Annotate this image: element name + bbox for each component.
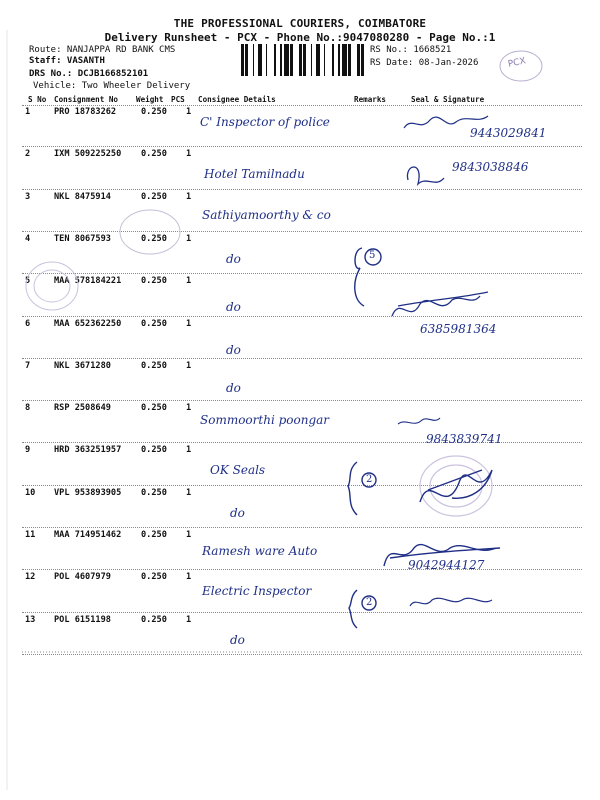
col-seal: Seal & Signature (411, 95, 485, 104)
row-weight: 0.250 (141, 403, 167, 414)
row-consignment: VPL 953893905 (54, 487, 122, 498)
row-sno: 8 (25, 403, 31, 414)
row-pcs: 1 (186, 276, 192, 287)
row-sno: 11 (25, 530, 36, 540)
remark-brace-3 (349, 590, 376, 628)
consignee-handwriting: C' Inspector of police (200, 115, 330, 129)
signature-row-2 (407, 167, 444, 184)
barcode-image (241, 44, 366, 76)
signature-phone: 9443029841 (470, 126, 547, 140)
rs-number: RS No.: 1668521 (370, 45, 452, 55)
remark-mark: 2 (366, 597, 373, 608)
row-consignment: MAA 714951462 (54, 530, 122, 540)
row-divider (22, 569, 582, 570)
row-sno: 2 (25, 149, 31, 160)
row-pcs: 1 (186, 487, 192, 498)
col-remarks: Remarks (354, 95, 387, 104)
row-weight: 0.250 (141, 487, 167, 498)
row-sno: 6 (25, 318, 31, 329)
remark-brace-2 (348, 462, 376, 515)
consignee-handwriting: Electric Inspector (202, 584, 312, 599)
row-divider (22, 273, 582, 274)
row-pcs: 1 (186, 149, 192, 160)
signature-row-9 (420, 470, 492, 502)
row-pcs: 1 (186, 530, 192, 540)
consignee-handwriting: do (230, 505, 245, 520)
signature-row-12 (410, 598, 492, 606)
row-weight: 0.250 (141, 107, 167, 117)
col-pcs: PCS (171, 95, 185, 104)
row-divider (22, 231, 582, 232)
signature-phone: 9843839741 (426, 432, 503, 446)
row-pcs: 1 (186, 572, 192, 583)
row-sno: 7 (25, 360, 31, 371)
consignee-handwriting: Sommoorthi poongar (200, 413, 330, 428)
consignee-handwriting: do (226, 342, 241, 357)
runsheet-title: Delivery Runsheet - PCX - Phone No.:9047080280 - Page No.:1 (104, 31, 496, 44)
row-pcs: 1 (186, 107, 192, 117)
remark-mark: 2 (366, 474, 373, 485)
row-pcs: 1 (186, 360, 192, 371)
row-weight: 0.250 (141, 360, 167, 371)
row-weight: 0.250 (141, 530, 167, 540)
remark-brace-1 (355, 248, 381, 306)
col-weight: Weight (136, 95, 164, 104)
row-divider (22, 485, 582, 486)
signature-phone: 9843038846 (452, 160, 529, 174)
row-sno: 3 (25, 191, 31, 202)
consignee-handwriting: do (226, 251, 241, 266)
row-pcs: 1 (186, 233, 192, 244)
signature-row-6 (392, 292, 488, 316)
row-consignment: IXM 509225250 (54, 149, 122, 160)
vehicle-label: Vehicle: Two Wheeler Delivery (33, 81, 191, 91)
header-rule (22, 105, 582, 106)
row-consignment: NKL 8475914 (54, 191, 111, 202)
row-divider (22, 358, 582, 359)
consignee-handwriting: do (226, 380, 241, 395)
row-consignment: PRO 18783262 (54, 107, 117, 117)
consignee-handwriting: do (230, 632, 245, 647)
row-pcs: 1 (186, 191, 192, 202)
row-divider (22, 316, 582, 317)
consignee-handwriting: do (226, 300, 241, 315)
row-weight: 0.250 (141, 572, 167, 583)
row-weight: 0.250 (141, 191, 167, 202)
row-consignment: TEN 8067593 (54, 233, 111, 244)
row-consignment: NKL 3671280 (54, 360, 111, 371)
row-weight: 0.250 (141, 149, 167, 160)
row-divider (22, 400, 582, 401)
row-divider (22, 189, 582, 190)
row-consignment: MAA 652362250 (54, 318, 122, 329)
row-consignment: MAA 578184221 (54, 276, 122, 287)
row-consignment: POL 6151198 (54, 614, 111, 625)
consignee-handwriting: Sathiyamoorthy & co (202, 207, 331, 222)
row-sno: 12 (25, 572, 36, 583)
row-weight: 0.250 (141, 614, 167, 625)
row-divider (22, 612, 582, 613)
signature-row-8 (398, 418, 440, 424)
consignee-handwriting: Hotel Tamilnadu (204, 167, 305, 182)
row-pcs: 1 (186, 318, 192, 329)
col-sno: S No (28, 95, 47, 104)
signature-phone: 9042944127 (408, 558, 485, 572)
staff-label: Staff: VASANTH (29, 56, 105, 66)
consignee-handwriting: OK Seals (210, 463, 266, 478)
col-consignment: Consignment No (54, 95, 119, 104)
row-sno: 9 (25, 445, 31, 456)
faded-stamp-right (420, 456, 492, 516)
route-label: Route: NANJAPPA RD BANK CMS (29, 45, 176, 55)
row-pcs: 1 (186, 614, 192, 625)
row-weight: 0.250 (141, 233, 167, 244)
row-weight: 0.250 (141, 276, 167, 287)
row-pcs: 1 (186, 403, 192, 414)
company-title: THE PROFESSIONAL COURIERS, COIMBATORE (173, 17, 427, 30)
row-sno: 10 (25, 487, 36, 498)
row-weight: 0.250 (141, 445, 167, 456)
row-consignment: POL 4607979 (54, 572, 111, 583)
row-divider (22, 146, 582, 147)
signature-phone: 6385981364 (420, 322, 497, 336)
row-consignment: RSP 2508649 (54, 403, 111, 414)
row-consignment: HRD 363251957 (54, 445, 122, 456)
drs-number: DRS No.: DCJB166852101 (29, 69, 149, 79)
row-sno: 1 (25, 107, 31, 117)
remark-mark: 5 (369, 250, 376, 261)
pcx-stamp-text: PCX (507, 56, 527, 70)
row-weight: 0.250 (141, 318, 167, 329)
row-divider (22, 654, 582, 655)
faded-stamp-middle (120, 210, 180, 254)
row-sno: 4 (25, 233, 31, 244)
row-sno: 5 (25, 276, 31, 287)
col-consignee: Consignee Details (198, 95, 276, 104)
consignee-handwriting: Ramesh ware Auto (202, 544, 318, 558)
row-pcs: 1 (186, 445, 192, 456)
row-sno: 13 (25, 614, 36, 625)
row-divider (22, 527, 582, 528)
rs-date: RS Date: 08-Jan-2026 (370, 58, 479, 68)
